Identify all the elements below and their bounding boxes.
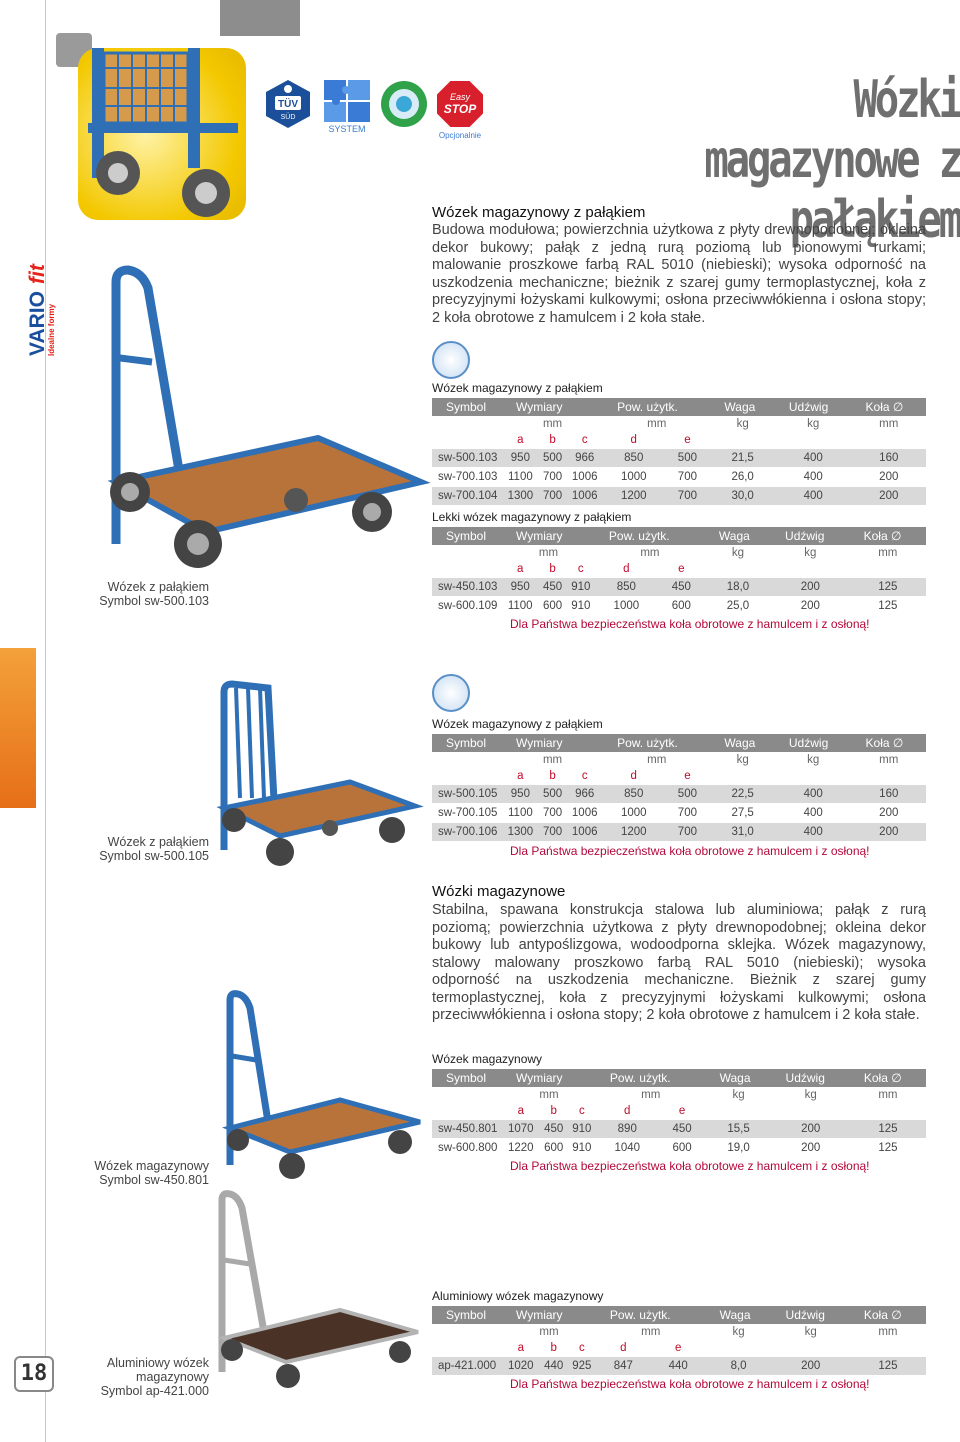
table-row: ap-421.000 1020 440 925 847 440 8,0 200 125: [432, 1356, 926, 1375]
caption-4: Aluminiowy wózek magazynowy Symbol ap-421.000: [100, 1356, 209, 1398]
table1-title: Wózek magazynowy z pałąkiem: [432, 381, 603, 395]
svg-text:fit: fit: [26, 264, 49, 284]
title-line-2: pałąkiem: [789, 190, 960, 250]
table-row: sw-600.109 1100 600 910 1000 600 25,0 200 125: [432, 596, 926, 615]
caption-2: Wózek z pałąkiem Symbol sw-500.105: [99, 835, 209, 863]
table3-title: Wózek magazynowy z pałąkiem: [432, 717, 603, 731]
svg-text:STOP: STOP: [443, 102, 477, 116]
header-photo-wheel: [78, 48, 246, 220]
svg-text:SÜD: SÜD: [280, 114, 296, 121]
caption-1: Wózek z pałąkiem Symbol sw-500.103: [99, 580, 209, 608]
system-badge: [322, 78, 374, 134]
spec-table-4: Symbol Wymiary Pow. użytk. Waga Udźwig Koła ∅ mm mm kg kg mm a b c d e sw-450.801 1070 450 910 890 450 15,5 200 125 sw-600.800 1220 600 910 1040 600 19,0 200 125: [432, 1069, 926, 1157]
safety-note-2: Dla Państwa bezpieczeństwa koła obrotowe z hamulcem i z osłoną!: [510, 844, 870, 858]
safety-note-1: Dla Państwa bezpieczeństwa koła obrotowe z hamulcem i z osłoną!: [510, 617, 870, 631]
table-row: sw-600.800 1220 600 910 1040 600 19,0 200 125: [432, 1138, 926, 1157]
table-row: sw-700.104 1300 700 1006 1200 700 30,0 400 200: [432, 486, 926, 505]
svg-text:SYSTEM: SYSTEM: [328, 124, 366, 134]
svg-text:Opcjonalnie: Opcjonalnie: [438, 131, 482, 140]
cart-image-ap-421-000: [210, 1190, 425, 1390]
variofit-logo: [26, 210, 56, 360]
table4-title: Wózek magazynowy: [432, 1052, 543, 1066]
page-number: 18: [14, 1356, 54, 1392]
section1-description: Budowa modułowa; powierzchnia użytkowa z płyty drewnopodobnej; okleina dekor bukowy; pałąk z jedną rurą poziomą lub pionowymi rurkami; malowanie proszkowe farbą RAL 5010 (niebieski); wysoka odporność na uszkodzenia mechaniczne; bieżnik z szarej gumy termoplastycznej, koła z precyzyjnymi łożyskami kulkowymi; osłona przeciwwłókienna i osłona stopy; 2 koła obrotowe z hamulcem i 2 koła stałe.: [432, 222, 926, 326]
table-row: sw-700.103 1100 700 1006 1000 700 26,0 400 200: [432, 467, 926, 486]
table-row: sw-500.103 950 500 966 850 500 21,5 400 160: [432, 448, 926, 467]
table-row: sw-700.106 1300 700 1006 1200 700 31,0 400 200: [432, 822, 926, 841]
section2-heading: Wózki magazynowe: [432, 883, 566, 900]
svg-text:VARIO: VARIO: [26, 291, 49, 356]
svg-text:Idealne formy: Idealne formy: [47, 303, 56, 356]
spec-table-1: Symbol Wymiary Pow. użytk. Waga Udźwig Koła ∅ mm mm kg kg mm a b c d e sw-500.103 950 500 966 850 500 21,5 400 160 sw-700.103 1100 700 1006 1000 700 26,0 400 200 sw-700.104 1300 700 1006 1200 700 30,0 400 200: [432, 398, 926, 505]
tuv-sud-badge: [262, 78, 314, 130]
table2-title: Lekki wózek magazynowy z pałąkiem: [432, 510, 632, 524]
section1-heading: Wózek magazynowy z pałąkiem: [432, 204, 646, 221]
spec-table-2: Symbol Wymiary Pow. użytk. Waga Udźwig Koła ∅ mm mm kg kg mm a b c d e sw-450.103 950 450 910 850 450 18,0 200 125 sw-600.109 1100 600 910 1000 600 25,0 200 125: [432, 527, 926, 615]
spec-table-3: Symbol Wymiary Pow. użytk. Waga Udźwig Koła ∅ mm mm kg kg mm a b c d e sw-500.105 950 500 966 850 500 22,5 400 160 sw-700.105 1100 700 1006 1000 700 27,5 400 200 sw-700.106 1300 700 1006 1200 700 31,0 400 200: [432, 734, 926, 841]
cart-icon-badge: [432, 674, 470, 712]
caption-3: Wózek magazynowy Symbol sw-450.801: [94, 1159, 209, 1187]
svg-text:TÜV: TÜV: [278, 99, 298, 110]
decor-block: [220, 0, 300, 36]
title-line-1: Wózki magazynowe z: [704, 70, 960, 190]
green-wheel-badge: [378, 78, 430, 130]
table-row: sw-450.103 950 450 910 850 450 18,0 200 125: [432, 577, 926, 596]
table-row: sw-700.105 1100 700 1006 1000 700 27,5 400 200: [432, 803, 926, 822]
section2-description: Stabilna, spawana konstrukcja stalowa lub aluminiowa; pałąk z rurą poziomą; powierzchnia użytkowa z płyty drewnopodobnej; okleina dekor bukowy lub antypoślizgowa, wodoodporna sklejka. Wózek magazynowy, stalowy malowany proszkowo farbą RAL 5010 (niebieski); wysoka odporność na uszkodzenia mechaniczne. Bieżnik z szarej gumy termoplastycznej, koła z precyzyjnymi łożyskami kulkowymi; osłona przeciwwłókienna i osłona stopy; 2 koła obrotowe z hamulcem i 2 koła stałe.: [432, 902, 926, 1023]
table-row: sw-450.801 1070 450 910 890 450 15,5 200 125: [432, 1119, 926, 1138]
chapter-tab: [0, 648, 36, 808]
table-row: sw-500.105 950 500 966 850 500 22,5 400 160: [432, 784, 926, 803]
spec-table-5: Symbol Wymiary Pow. użytk. Waga Udźwig Koła ∅ mm mm kg kg mm a b c d e ap-421.000 1020 440 925 847 440 8,0 200 125: [432, 1306, 926, 1375]
safety-note-3: Dla Państwa bezpieczeństwa koła obrotowe z hamulcem i z osłoną!: [510, 1159, 870, 1173]
cart-icon-badge: [432, 341, 470, 379]
svg-text:Easy: Easy: [449, 92, 471, 102]
cart-image-sw-450-801: [210, 990, 425, 1180]
table5-title: Aluminiowy wózek magazynowy: [432, 1289, 604, 1303]
cart-image-sw-500-105: [210, 680, 425, 870]
safety-note-4: Dla Państwa bezpieczeństwa koła obrotowe z hamulcem i z osłoną!: [510, 1377, 870, 1391]
cart-image-sw-500-103: [86, 262, 426, 582]
easy-stop-badge: [434, 78, 486, 140]
